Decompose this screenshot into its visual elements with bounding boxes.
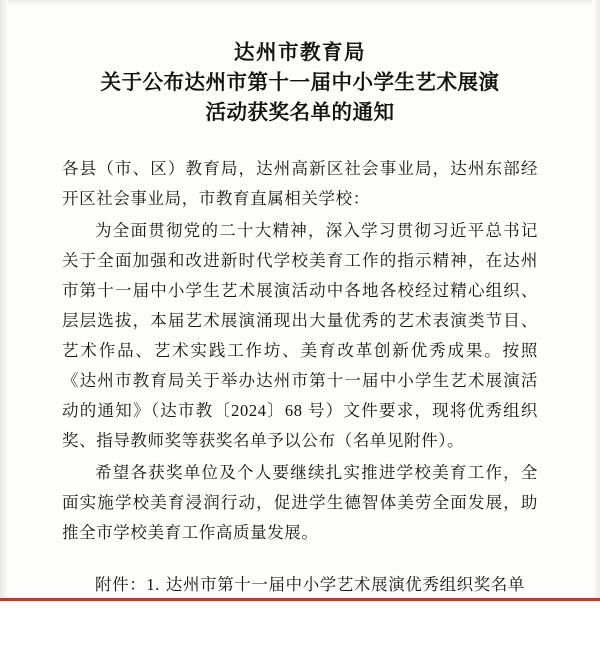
title-line-3: 活动获奖名单的通知 bbox=[205, 102, 395, 124]
document-title bbox=[62, 38, 538, 128]
attachment-line bbox=[62, 570, 538, 600]
title-line-2: 关于公布达州市第十一届中小学生艺术展演 bbox=[100, 72, 500, 94]
page-edge-left bbox=[0, 0, 8, 651]
body-paragraph-2: 希望各获奖单位及个人要继续扎实推进学校美育工作，全面实施学校美育浸润行动，促进学生德智体美劳全面发展，助推全市学校美育工作高质量发展。 bbox=[62, 463, 538, 542]
attachment-text: 达州市第十一届中小学艺术展演优秀组织奖名单 bbox=[165, 575, 525, 594]
body-paragraph-1: 为全面贯彻党的二十大精神，深入学习贯彻习近平总书记关于全面加强和改进新时代学校美育工作的指示精神，在达州市第十一届中小学生艺术展演活动中各地各校经过精心组织、层层选拔，本届艺术展演涌现出大量优秀的艺术表演类节目、艺术作品、艺术实践工作坊、美育改革创新优秀成果。按照《达州市教育局关于举办达州市第十一届中小学生艺术展演活动的通知》（达市教〔2024〕68 号）文件要求，现将优秀组织奖、指导教师奖等获奖名单予以公布（名单见附件）。 bbox=[62, 221, 538, 450]
attachment-number: 1. bbox=[146, 575, 160, 594]
page-edge-right bbox=[592, 0, 600, 651]
salutation: 各县（市、区）教育局，达州高新区社会事业局，达州东部经开区社会事业局，市教育直属相关学校： bbox=[62, 159, 538, 208]
page-edge-top bbox=[0, 0, 600, 6]
page-footer-strip bbox=[0, 601, 600, 651]
title-line-1: 达州市教育局 bbox=[234, 42, 366, 64]
attachment-label: 附件： bbox=[95, 575, 147, 594]
